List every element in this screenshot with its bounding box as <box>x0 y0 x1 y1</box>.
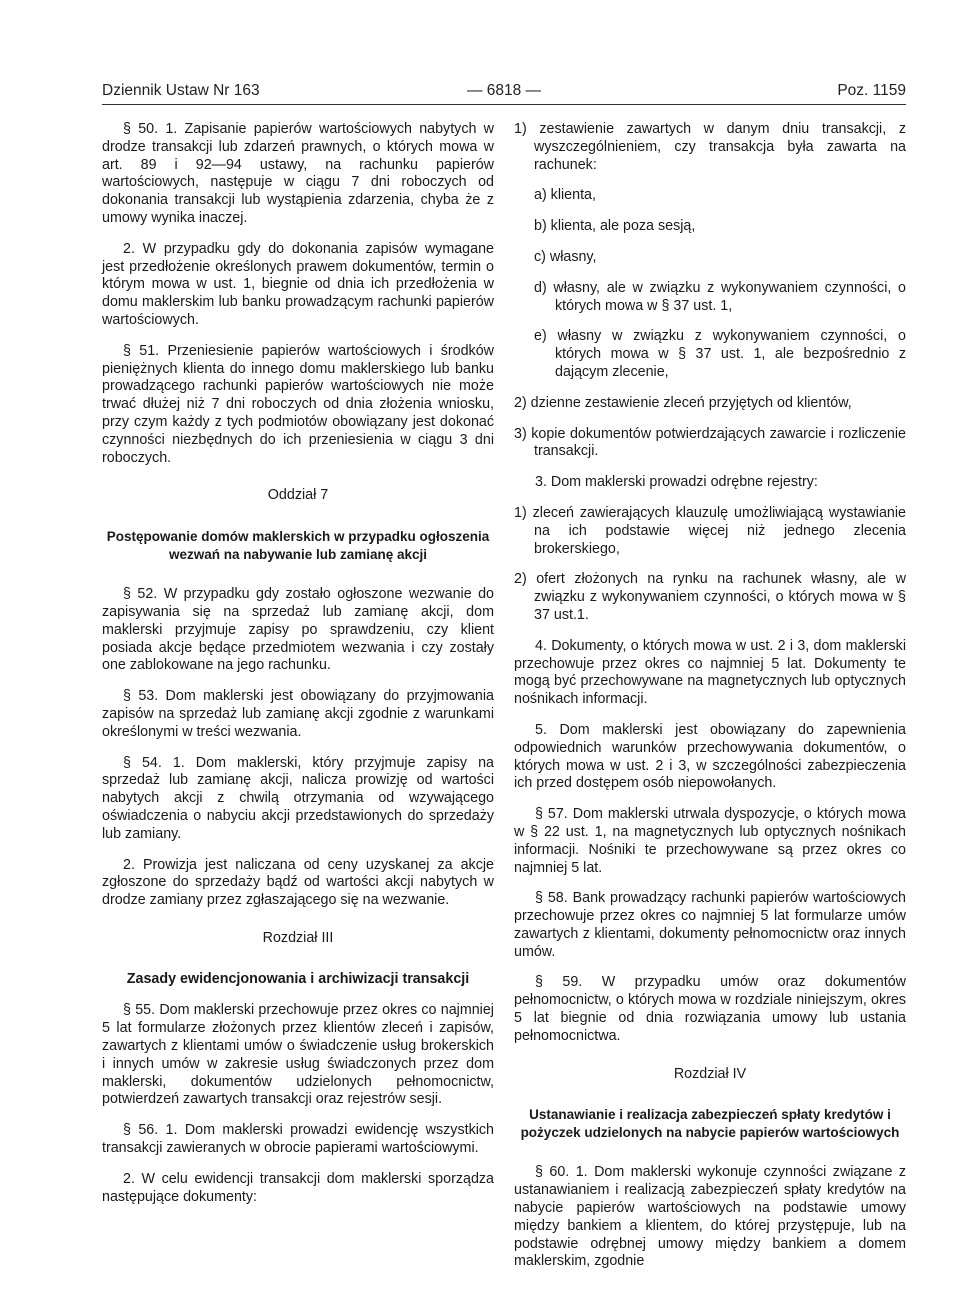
right-sub-list-item: b) klienta, ale poza sesją, <box>534 218 696 235</box>
left-paragraph: § 54. 1. Dom maklerski, który przyjmuje zapisy na sprzedaż lub zamianę akcji, nalicza prowizję od wartości nabytych akcji z chwilą otrzymania od wzywającego oświadczenia o nabyciu akcji przedstawionych do sprzedaży lub zamiany. <box>102 754 494 842</box>
left-paragraph: 2. Prowizja jest naliczana od ceny uzyskanej za akcje zgłoszone do sprzedaży bądź od wartości akcji nabytych w drodze zamiany przez zgłaszającego się na wezwanie. <box>102 856 494 909</box>
left-section-title: Zasady ewidencjonowania i archiwizacji transakcji <box>126 970 470 987</box>
right-paragraph: 3. Dom maklerski prowadzi odrębne rejestry: <box>535 474 818 491</box>
right-paragraph: 4. Dokumenty, o których mowa w ust. 2 i 3, dom maklerski przechowuje przez okres co najmniej 5 lat. Dokumenty te mogą być przechowywane na magnetycznych lub optycznych nośnikach informacji. <box>514 637 906 708</box>
right-paragraph: § 57. Dom maklerski utrwala dyspozycje, o których mowa w § 22 ust. 1, na magnetycznych lub optycznych nośnikach informacji. Nośniki te przechowywane są przez okres co najmniej 5 lat. <box>514 806 906 876</box>
left-paragraph: § 56. 1. Dom maklerski prowadzi ewidencję wszystkich transakcji zawieranych w obrocie papierami wartościowymi. <box>102 1122 494 1157</box>
right-column <box>514 121 906 1284</box>
right-paragraph: 5. Dom maklerski jest obowiązany do zapewnienia odpowiednich warunków przechowywania dokumentów, o których mowa w ust. 2 i 3, w szczególności zabezpieczenia ich przed dostępem osób niepowołanych. <box>514 721 906 792</box>
right-section-heading: Rozdział IV <box>673 1065 747 1082</box>
right-list-item: 3) kopie dokumentów potwierdzających zawarcie i rozliczenie transakcji. <box>514 425 906 460</box>
left-column <box>102 121 494 1219</box>
right-paragraph: § 59. W przypadku umów oraz dokumentów pełnomocnictw, o których mowa w rozdziale niniejszym, okres 5 lat biegnie od dnia rozwiązania umowy lub ustania pełnomocnictwa. <box>514 974 906 1044</box>
left-section-heading: Rozdział III <box>262 929 334 946</box>
right-paragraph: § 60. 1. Dom maklerski wykonuje czynności związane z ustanawianiem i realizacją zabezpieczeń spłaty kredytów na nabycie papierów wartościowych na podstawie umowy między bankiem a klientem, do której przystępuje, lub na podstawie odrębnej umowy między bankiem a domem maklerskim, zgodnie <box>514 1164 906 1270</box>
left-paragraph: 2. W celu ewidencji transakcji dom maklerski sporządza następujące dokumenty: <box>102 1170 494 1205</box>
right-list-item: 2) dzienne zestawienie zleceń przyjętych od klientów, <box>514 394 852 411</box>
page-number: — 6818 — <box>466 82 542 99</box>
right-section-title: Ustanawianie i realizacja zabezpieczeń spłaty kredytów i pożyczek udzielonych na nabycie papierów wartościowych <box>520 1107 900 1141</box>
journal-title: Dziennik Ustaw Nr 163 <box>102 82 260 99</box>
right-sub-list-item: d) własny, ale w związku z wykonywaniem czynności, o których mowa w § 37 ust. 1, <box>534 279 906 314</box>
position-number: Poz. 1159 <box>837 82 906 99</box>
left-paragraph: § 51. Przeniesienie papierów wartościowych i środków pieniężnych klienta do innego domu maklerskiego lub banku prowadzącego rachunki papierów wartościowych nie może trwać dłużej niż 7 dni roboczych od dnia złożenia wniosku, przy czym każdy z tych podmiotów obowiązany jest dokonać czynności niezbędnych do ich przeniesienia w ciągu 3 dni roboczych. <box>102 342 494 466</box>
left-section-title: Postępowanie domów maklerskich w przypadku ogłoszenia wezwań na nabywanie lub zamianę akcji <box>106 529 490 563</box>
left-paragraph: § 53. Dom maklerski jest obowiązany do przyjmowania zapisów na sprzedaż lub zamianę akcji zgodnie z warunkami określonymi w treści wezwania. <box>102 688 494 740</box>
header-rule <box>102 104 906 105</box>
left-paragraph: § 55. Dom maklerski przechowuje przez okres co najmniej 5 lat formularze złożonych przez klientów zleceń i zapisów, zawartych z klientami umów o świadczenie usług brokerskich i innych umów w zakresie usług świadczonych przez dom maklerski, dokumentów udzielonych pełnomocnictw, potwierdzeń zawartych transakcji oraz rejestrów sesji. <box>102 1002 494 1108</box>
right-sub-list-item: c) własny, <box>534 248 597 265</box>
right-sub-list-item: e) własny w związku z wykonywaniem czynności, o których mowa w § 37 ust. 1, ale bezpośrednio z dającym zlecenie, <box>534 328 906 380</box>
left-paragraph: § 52. W przypadku gdy zostało ogłoszone wezwanie do zapisywania się na sprzedaż lub zamianę akcji, dom maklerski przyjmuje zapisy po sprawdzeniu, czy klient posiada akcje będące przedmiotem wezwania i czy zostały one zablokowane na jego rachunku. <box>102 586 494 674</box>
right-list-item: 2) ofert złożonych na rynku na rachunek własny, ale w związku z wykonywaniem czynności, o których mowa w § 37 ust.1. <box>514 571 906 623</box>
right-list-item: 1) zleceń zawierających klauzulę umożliwiającą wystawianie na ich podstawie więcej niż jednego zlecenia brokerskiego, <box>514 504 906 557</box>
page-header <box>102 82 906 104</box>
left-section-heading: Oddział 7 <box>267 487 329 504</box>
right-list-item: 1) zestawienie zawartych w danym dniu transakcji, z wyszczególnieniem, czy transakcja była zawarta na rachunek: <box>514 121 906 173</box>
right-sub-list-item: a) klienta, <box>534 187 596 204</box>
right-paragraph: § 58. Bank prowadzący rachunki papierów wartościowych przechowuje przez okres co najmniej 5 lat formularze umów zawartych z klientami, dokumenty pełnomocnictw oraz innych umów. <box>514 890 906 960</box>
left-paragraph: 2. W przypadku gdy do dokonania zapisów wymagane jest przedłożenie określonych prawem dokumentów, termin o którym mowa w ust. 1, biegnie od dnia ich przedłożenia w domu maklerskim lub banku prowadzącym rachunki papierów wartościowych. <box>102 240 494 328</box>
left-paragraph: § 50. 1. Zapisanie papierów wartościowych nabytych w drodze transakcji lub zdarzeń prawnych, o których mowa w art. 89 i 92—94 ustawy, na rachunku papierów wartościowych, następuje w ciągu 7 dni roboczych od dokonania transakcji lub wystąpienia zdarzenia, chyba że z umowy wynika inaczej. <box>102 121 494 226</box>
